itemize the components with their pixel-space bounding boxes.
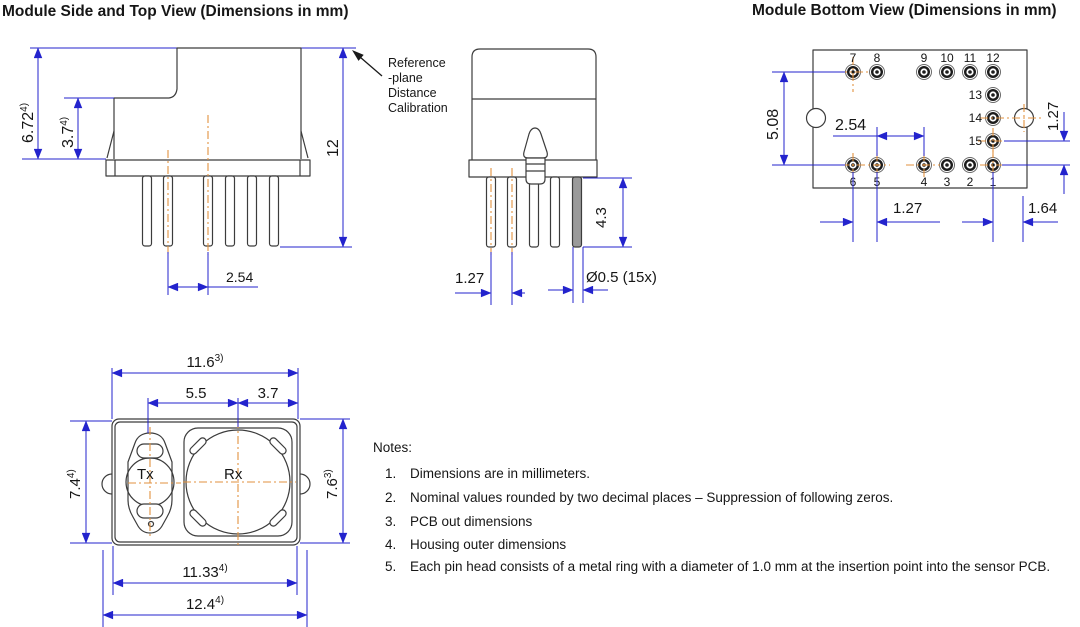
dim-pcb-height xyxy=(300,419,350,543)
note-item xyxy=(385,537,566,552)
svg-text:Reference: Reference xyxy=(388,56,446,70)
dim-rx-edge xyxy=(238,385,298,403)
svg-text:13: 13 xyxy=(968,88,982,102)
svg-text:1: 1 xyxy=(989,175,997,189)
svg-text:Dimensions are in millimeters.: Dimensions are in millimeters. xyxy=(410,466,591,481)
dim-overall-height xyxy=(280,48,352,247)
svg-text:10: 10 xyxy=(940,51,954,65)
side-view xyxy=(19,48,356,295)
calibration-pin xyxy=(524,128,548,184)
pin-pad-13 xyxy=(986,88,1001,103)
svg-text:Distance: Distance xyxy=(388,86,437,100)
svg-text:4.3: 4.3 xyxy=(593,207,610,228)
svg-text:Each pin head consists of a me: Each pin head consists of a metal ring with a diameter of 1.0 mm at the insertion point into the sensor PCB. xyxy=(410,559,1051,574)
svg-text:12: 12 xyxy=(325,139,342,157)
pin-pad-8 xyxy=(870,65,885,80)
dim-pin1-to-hole xyxy=(962,172,1058,242)
svg-text:15: 15 xyxy=(968,134,982,148)
pin-pad-3 xyxy=(940,158,955,173)
title-bottom-view: Module Bottom View (Dimensions in mm) xyxy=(752,2,1057,19)
pin-pad-9 xyxy=(917,65,932,80)
pin-measured xyxy=(573,177,582,247)
svg-text:1.27: 1.27 xyxy=(893,200,923,217)
pin xyxy=(143,176,152,246)
dim-pin-length xyxy=(583,178,632,247)
svg-text:Nominal values rounded by two: Nominal values rounded by two decimal places – Suppression of following zeros. xyxy=(410,490,894,505)
svg-text:5.5: 5.5 xyxy=(185,385,207,402)
svg-text:5.: 5. xyxy=(385,559,397,574)
svg-text:4.: 4. xyxy=(385,537,397,552)
dim-pin-diameter xyxy=(548,247,657,303)
svg-text:7: 7 xyxy=(849,51,857,65)
svg-text:3.74): 3.7$^{4)}$ xyxy=(59,116,77,148)
svg-text:7.44): 7.4$^{4)}$ xyxy=(66,469,84,499)
title-side-top-view: Module Side and Top View (Dimensions in mm) xyxy=(2,3,349,20)
dim-outer-width xyxy=(103,550,307,627)
note-item xyxy=(385,514,533,529)
pin-pad-11 xyxy=(963,65,978,80)
pin-pad-12 xyxy=(986,65,1001,80)
svg-text:1.64: 1.64 xyxy=(1028,200,1058,217)
svg-text:12.44): 12.4$^{4)}$ xyxy=(185,595,225,613)
svg-text:Calibration: Calibration xyxy=(388,101,448,115)
dim-step-height xyxy=(59,98,114,159)
dim-pin-pitch xyxy=(455,252,525,305)
svg-text:11.63): 11.6$^{3)}$ xyxy=(186,353,224,371)
side-view-pins xyxy=(143,176,279,246)
svg-text:12: 12 xyxy=(986,51,1000,65)
svg-text:3.7: 3.7 xyxy=(257,385,279,402)
dim-pitch-wide xyxy=(833,117,924,156)
side-bump-right xyxy=(300,474,310,494)
note-item xyxy=(385,559,1050,574)
svg-text:5: 5 xyxy=(873,175,881,189)
svg-text:9: 9 xyxy=(920,51,928,65)
pin xyxy=(530,177,539,247)
dim-pin15-offset xyxy=(1002,102,1070,194)
dim-row-spacing xyxy=(765,72,845,165)
dim-housing-width xyxy=(113,546,297,595)
svg-text:3.: 3. xyxy=(385,514,397,529)
pin xyxy=(248,176,257,246)
svg-text:2: 2 xyxy=(966,175,974,189)
top-view xyxy=(66,353,350,627)
dim-housing-height xyxy=(66,421,112,543)
front-view-pins xyxy=(487,177,582,247)
pin-centerlines xyxy=(168,115,208,255)
front-view xyxy=(352,49,657,305)
svg-text:PCB out dimensions: PCB out dimensions xyxy=(410,514,533,529)
svg-text:2.54: 2.54 xyxy=(835,117,867,134)
pin-pad-10 xyxy=(940,65,955,80)
svg-text:2.54: 2.54 xyxy=(226,269,254,285)
tx-label: Tx xyxy=(137,466,154,483)
pin xyxy=(551,177,560,247)
note-item xyxy=(385,490,893,505)
dim-tx-rx-spacing xyxy=(148,385,238,433)
svg-text:2.: 2. xyxy=(385,490,397,505)
svg-text:3: 3 xyxy=(943,175,951,189)
svg-text:11: 11 xyxy=(963,51,977,65)
mounting-hole-left xyxy=(807,109,826,128)
svg-text:4: 4 xyxy=(920,175,928,189)
notes-heading: Notes: xyxy=(373,440,413,455)
svg-text:8: 8 xyxy=(873,51,881,65)
svg-text:1.27: 1.27 xyxy=(1045,101,1062,131)
pin-pad-2 xyxy=(963,158,978,173)
svg-text:11.334): 11.33$^{4)}$ xyxy=(182,563,228,581)
pin xyxy=(270,176,279,246)
svg-text:Ø0.5 (15x): Ø0.5 (15x) xyxy=(586,269,657,286)
svg-text:1.: 1. xyxy=(385,466,397,481)
notes xyxy=(373,440,1050,574)
reference-plane-callout xyxy=(352,50,448,115)
side-bump-left xyxy=(102,474,112,494)
svg-text:-plane: -plane xyxy=(388,71,423,85)
svg-text:6: 6 xyxy=(849,175,857,189)
svg-text:1.27: 1.27 xyxy=(455,270,485,287)
svg-text:6.724): 6.72$^{4)}$ xyxy=(19,102,37,143)
svg-text:5.08: 5.08 xyxy=(765,108,782,140)
svg-text:7.63): 7.6$^{3)}$ xyxy=(323,469,341,499)
dim-pin-pitch-wide xyxy=(168,252,258,295)
pin xyxy=(226,176,235,246)
bottom-view xyxy=(765,50,1070,242)
note-item xyxy=(385,466,590,481)
svg-text:14: 14 xyxy=(968,111,982,125)
svg-text:Housing outer dimensions: Housing outer dimensions xyxy=(410,537,567,552)
rx-label: Rx xyxy=(224,466,243,483)
